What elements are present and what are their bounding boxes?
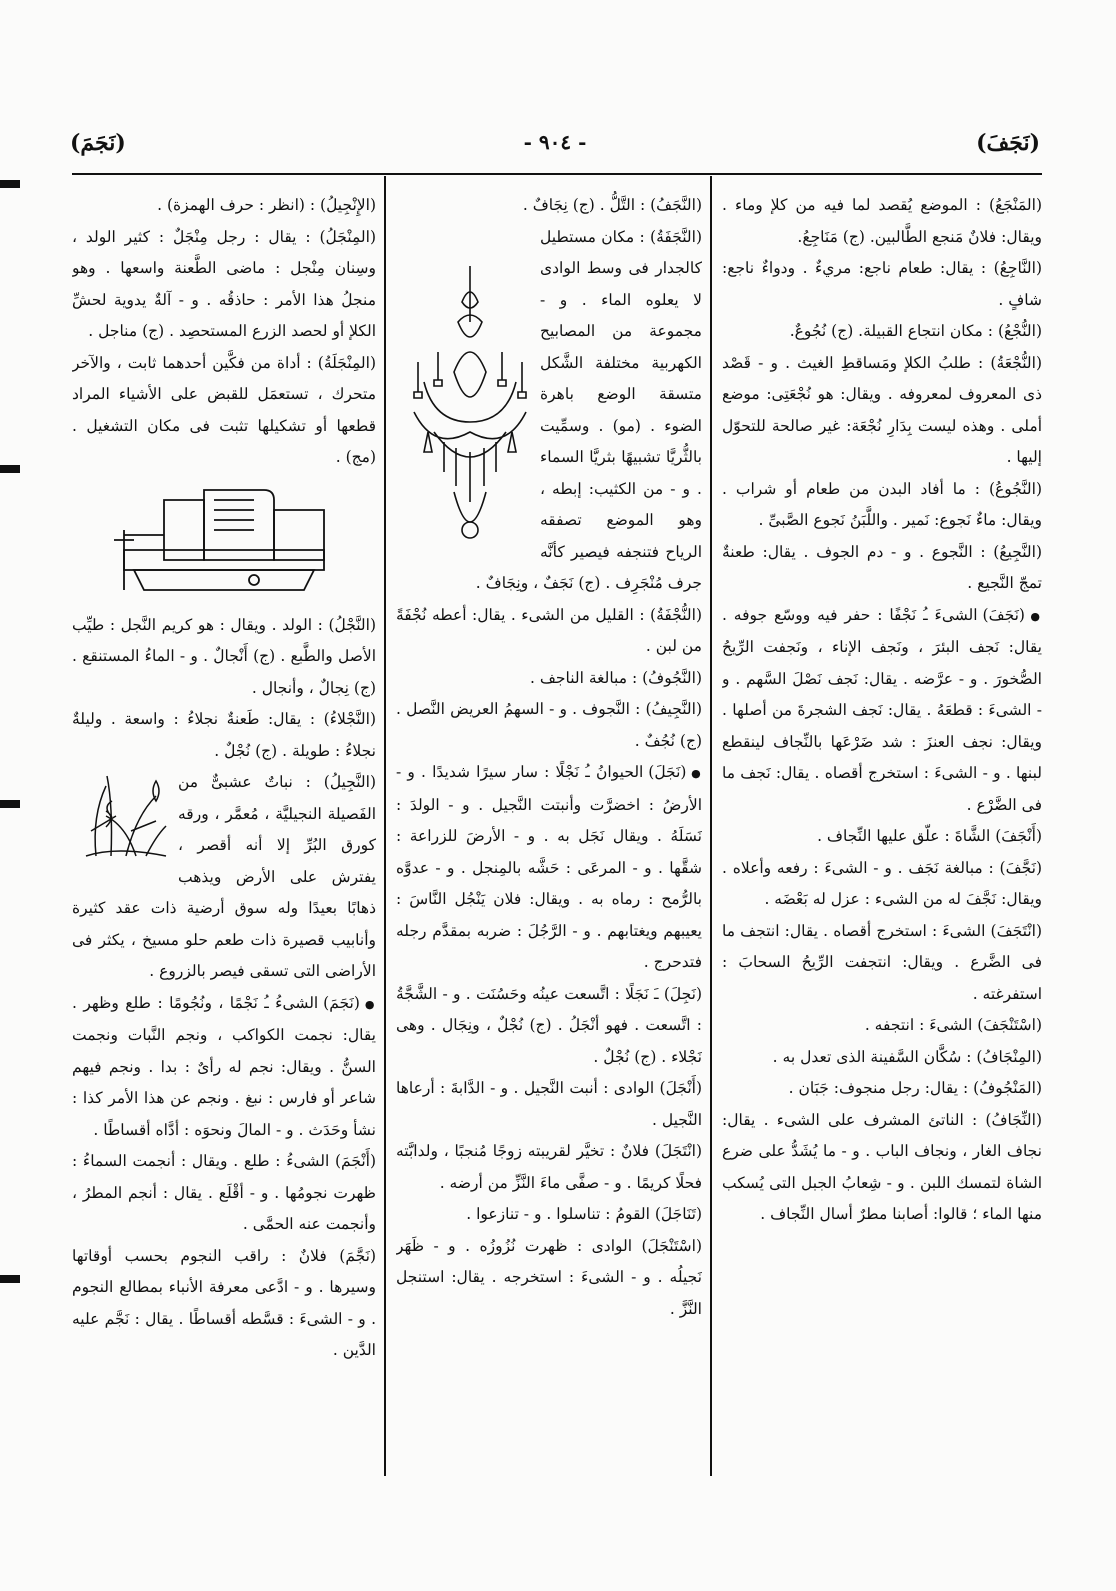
header-right-entry: (نَجَفَ) <box>976 130 1040 156</box>
column-divider <box>384 176 386 1476</box>
entry: (اسْتَنْجَلَ) الوادى : ظهرت نُزُوزُه . و - ظَهَر نَجيلُه . و - الشىءَ : استخرجه . يقال: استنجل النَّزَّ . <box>396 1236 702 1318</box>
grass-plant-illustration <box>76 771 172 861</box>
edge-mark <box>0 800 20 808</box>
entry: (النَّجُوفُ) : مبالغة الناجف . <box>529 668 702 687</box>
column-middle <box>396 190 702 1480</box>
entry: (أَنْجَمَ) الشىءُ : طلع . ويقال : أنجمت السماءُ : ظهرت نجومُها . و - أقْلَع . يقال : أنجم المطرُ ، وأنجمت عنه الحمَّى . <box>72 1152 376 1233</box>
chandelier-illustration <box>404 262 536 562</box>
entry: (نَجِلَ) ـَ نَجَلًا : اتَّسعت عينُه وحَسُنَت . و - الشَّجَّةُ : اتَّسعت . فهو أنْجَلُ . (ج) نُجْلٌ ، ونِجَال . وهى نَجْلاء . (ج) نُجْلٌ . <box>396 984 702 1066</box>
entry: (المِنْجَلَةُ) : أداة من فكَّين أحدهما ثابت ، والآخر متحرك ، تستعمَل للقبض على الأشياء المراد قطعها أو تشكيلها تثبت فى مكان التشغيل . (مج) . <box>72 353 376 466</box>
entry: (المَنْجُوفُ) : يقال: رجل منجوف: جَبَان . <box>788 1079 1042 1097</box>
entry: (الإِنْجِيلُ) : (انظر : حرف الهمزة) . <box>157 196 376 214</box>
entry: (النَّجِيفُ) : النَّجوف . و - السهمُ العريض النَّصل . (ج) نُجُفٌ . <box>396 700 702 750</box>
entry: (النُّجْعَةُ) : طلبُ الكلإ ومَساقطِ الغيث . و - قَصْد ذى المعروف لمعروفه . ويقال: هو نُجْعَتِى: موضع أملى . وهذه ليست بِدَارِ نُجْعَة: غير صالحة للتحوّل إليها . <box>722 353 1042 466</box>
entry: (النَّجُوعُ) : ما أفاد البدن من طعام أو شراب . ويقال: ماءٌ نَجوع: نَمير . واللَّبَنُ نَجوع الصَّبىِّ . <box>722 479 1042 529</box>
entry: ● (نَجَفَ) الشىءَ ـُ نَجْفًا : حفر فيه ووسّع جوفه . يقال: نَجف البئرَ ، ونَجف الإناء ، ونَجفت الرِّيحُ الصُّخورَ . و - عرَّضه . يقال: نَجف نَصْلَ السَّهم . و - الشىءَ : قطعَهُ . يقال: نَجف الشجرةَ من أصلها . ويقال: نجف العنزَ : شد ضَرْعَها بالنِّجاف لينقطع لبنها . و - الشىءَ : استخرج أقصاه . يقال: نَجف ما فى الضَّرْع . <box>722 600 1042 822</box>
page-number: - ٩٠٤ - <box>523 130 587 154</box>
edge-mark <box>0 1275 20 1283</box>
entry: (أَنْجَلَ) الوادى : أنبت النَّجيل . و - الدَّابةَ : أرعاها النَّجيل . <box>396 1079 702 1129</box>
bench-vise-illustration <box>104 480 344 600</box>
entry: (اسْتَنْجَفَ) الشىءَ : انتجفه . <box>864 1016 1042 1034</box>
column-divider <box>710 176 712 1476</box>
entry: (النَّجَفُ) : التَّلُّ . (ج) نِجَافٌ . <box>522 196 702 214</box>
entry: (النَّجِيلُ) : نباتٌ عشبىٌّ من الفَصيلة النجيليَّة ، مُعمَّر ، ورقه كورق البُرِّ إلا أنه أقصر ، يفترش على الأرض ويذهب ذهابًا بعيدًا وله سوق أرضية ذات عقد كثيرة وأنابيب قصيرة ذات طعم حلو مسيخ ، يكثر فى الأراضى التى تسقى فيصر بالزروع . <box>72 773 376 980</box>
entry: (النِّجَافُ) : الناتئ المشرف على الشىء . يقال: نجاف الغار ، ونجاف الباب . و - ما يُشَدُّ على ضرع الشاة لتمسك اللبن . و - شِعابُ الجبل التى يُسكب منها الماء ؛ قالوا: أصابنا مطرٌ أسال النِّجاف . <box>722 1110 1042 1223</box>
column-left <box>72 190 376 1480</box>
page-header <box>70 130 1040 170</box>
entry: (المَنْجَعُ) : الموضع يُقصد لما فيه من كلإ وماء . ويقال: فلانٌ مَنجع الطَّالبين. (ج) مَنَاجِعُ. <box>722 196 1042 246</box>
entry: (النُّجْفَةُ) : القليل من الشىء . يقال: أعطه نُجْفَةً من لبن . <box>396 605 702 655</box>
entry: (نَجَّفَ) : مبالغة نَجَف . و - الشىءَ : رفعه وأعلاه . ويقال: نَجَّفَ له من الشىء : عزل له بَعْضَه . <box>722 858 1042 908</box>
entry: (انْتَجَفَ) الشىءَ : استخرج أقصاه . يقال: انتجف ما فى الضَّرع . ويقال: انتجفت الرِّيحُ السحابَ : استفرغته . <box>722 921 1042 1003</box>
entry: ● (نَجَلَ) الحيوانُ ـُ نَجْلًا : سار سيرًا شديدًا . و - الأرضُ : اخضرَّت وأنبتت النَّجيل . و - الولدَ : نَسَلَهُ . ويقال نَجَل به . و - الأرضَ للزراعة : شقَّها . و - المرعَى : حَشَّه بالمِنجل . و - عدوَّه بالرُّمح : رماه به . ويقال: فلان يَنْجُل النَّاسَ : يعيبهم ويغتابهم . و - الرَّجُلَ : ضربه بمقدَّم رجله فتدحرج . <box>396 757 702 979</box>
edge-mark <box>0 180 20 188</box>
header-rule <box>72 173 1042 175</box>
header-left-entry: (نَجَمَ) <box>70 130 126 156</box>
entry: (انْتَجَلَ) فلانٌ : تخيَّر لقريبته زوجًا مُنجبًا ، ولدابَّته فحلًا كريمًا . و - صفَّى ماءَ النَّزِّ من أرضه . <box>396 1142 702 1192</box>
entry: ● (نَجَمَ) الشىءُ ـُ نَجْمًا ، ونُجُومًا : طلع وظهر . يقال: نجمت الكواكب ، ونجم النَّبات ونجمت السنُّ . ويقال: نجم له رأىٌ : بدا . ونجم فيهم شاعر أو فارس : نبغ . ونجم عن هذا الأمر كذا : نشأ وحَدَث . و - المالَ ونحوَه : أدَّاه أقساطًا . <box>72 988 376 1147</box>
entry: (المِنْجَلُ) : يقال : رجل مِنْجَلٌ : كثير الولد ، وسِنان مِنْجل : ماضى الطَّعنة واسعها . وهو منجلُ هذا الأمر : حاذقُه . و - آلةٌ يدوية لحشِّ الكلإ أو لحصد الزرع المستحصِد . (ج) مناجل . <box>72 227 376 340</box>
entry: (نَجَّمَ) فلانٌ : راقب النجوم بحسب أوقاتها وسيرها . و - ادَّعى معرفة الأنباء بمطالع النجوم . و - الشىءَ : قسَّطه أقساطًا . يقال : نَجَّم عليه الدَّين . <box>72 1246 376 1359</box>
edge-mark <box>0 465 20 473</box>
entry: (النَّجْلُ) : الولد . ويقال : هو كريم النَّجل : طيِّب الأصل والطَّبع . (ج) أَنْجالٌ . و - الماءُ المستنقع . (ج) نِجالٌ ، وأنجال . <box>72 615 376 697</box>
entry: (النَّجَفَةُ) : مكان مستطيل كالجدار فى وسط الوادى لا يعلوه الماء . و - مجموعة من المصابيح الكهربية مختلفة الشَّكل متسقة الوضع باهرة الضوء . (مو) . وسمِّيت بالثُّريَّا تشبيهًا بثريَّا السماء . و - من الكثيب: إبطه ، وهو الموضع تصفقه الرياح فتنجفه فيصير كأنَّه جرف مُنْجَرِف . (ج) نَجَفٌ ، ونِجَافٌ . <box>475 227 702 592</box>
entry: (أَنْجَفَ) الشَّاةَ : علّق عليها النِّجاف . <box>817 827 1042 845</box>
entry: (النُّجْعُ) : مكان انتجاع القبيلة. (ج) نُجُوعٌ. <box>789 322 1042 340</box>
entry: (النَّاجِعُ) : يقال: طعام ناجع: مريءٌ . ودواءٌ ناجع: شافٍ . <box>722 259 1042 309</box>
entry: (تَنَاجَلَ) القومُ : تناسلوا . و - تنازعوا . <box>466 1205 702 1223</box>
entry: (النَّجِيعُ) : النَّجوع . و - دم الجوف . يقال: طعنةٌ تمجّ النَّجيع . <box>722 542 1042 592</box>
column-right <box>722 190 1042 1480</box>
entry: (المِنْجَافُ) : سُكَّان السَّفينة الذى تعدل به . <box>772 1047 1042 1066</box>
entry: (النَّجْلاءُ) : يقال: طَعنةٌ نجلاءُ : واسعة . وليلةٌ نجلاءُ : طويلة . (ج) نُجْلٌ . <box>72 710 376 760</box>
